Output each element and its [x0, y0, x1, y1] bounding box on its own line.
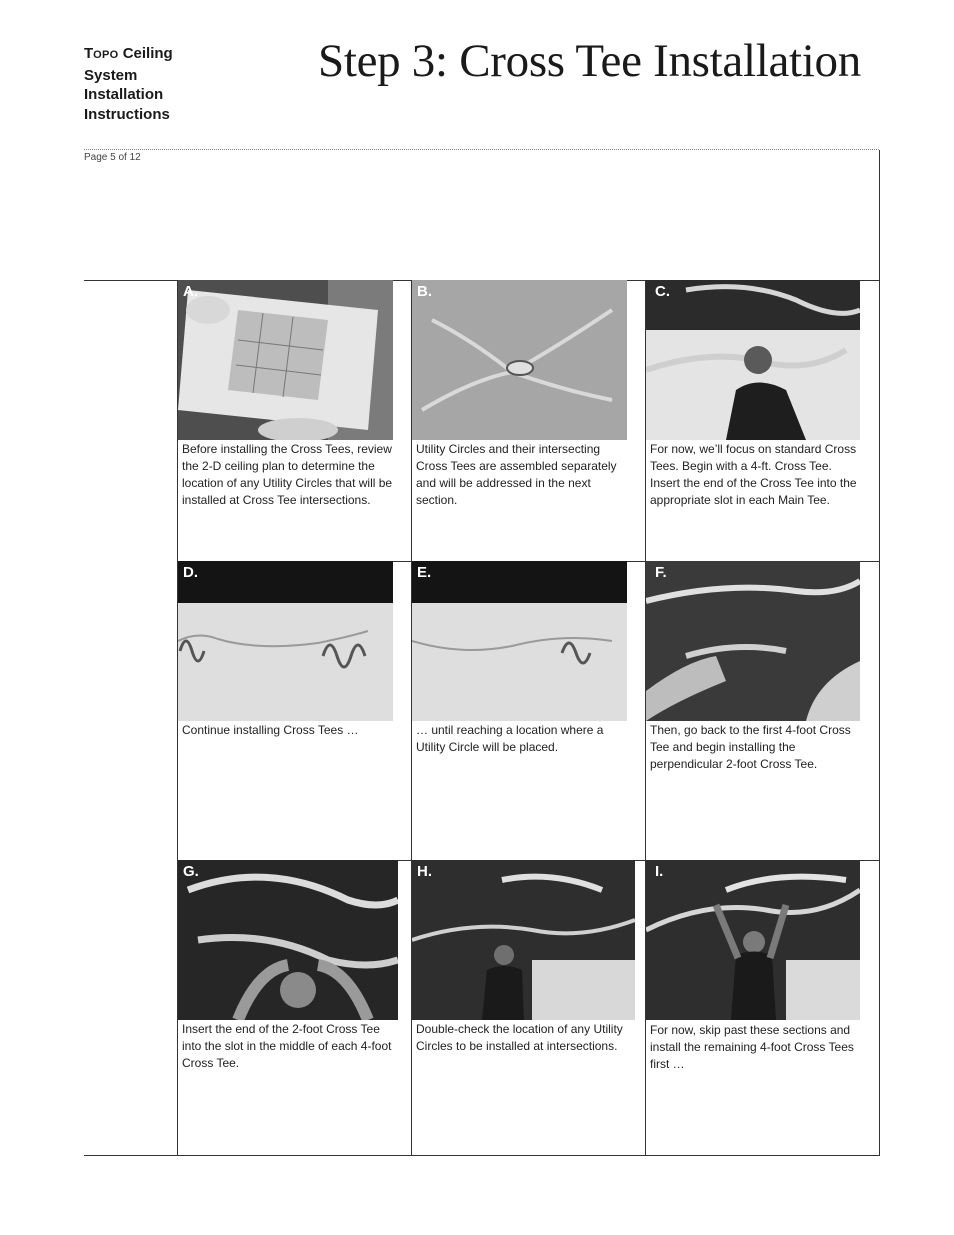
step-d-letter: D. — [183, 564, 198, 581]
step-g-photo — [178, 860, 398, 1020]
right-border — [879, 150, 880, 1156]
step-i-letter: I. — [655, 863, 664, 880]
brand-line-3: Installation — [84, 86, 164, 103]
step-c-photo — [646, 280, 860, 440]
header-divider — [84, 149, 879, 150]
brand-line-2: System — [84, 66, 138, 84]
step-a-caption: Before installing the Cross Tees, review the 2-D ceiling plan to determine the location of any Utility Circles that will be installed at Cross Tee intersections. — [182, 442, 393, 507]
step-b-photo — [412, 280, 627, 440]
step-h-caption: Double-check the location of any Utility Circles to be installed at intersections. — [416, 1022, 623, 1053]
step-b-caption: Utility Circles and their intersecting Cross Tees are assembled separately and will be addressed in the next section. — [416, 442, 617, 507]
step-i-caption: For now, skip past these sections and install the remaining 4-foot Cross Tees first … — [650, 1023, 854, 1071]
step-e-photo — [412, 561, 627, 721]
step-f-caption: Then, go back to the first 4-foot Cross Tee and begin installing the perpendicular 2-foot Cross Tee. — [650, 723, 851, 771]
step-a-letter: A. — [183, 283, 198, 300]
step-h-letter: H. — [417, 863, 432, 880]
brand-line-4: Instructions — [84, 105, 170, 123]
bottom-rule — [84, 1155, 879, 1156]
step-f-photo — [646, 561, 860, 721]
step-c-caption: For now, we’ll focus on standard Cross Tees. Begin with a 4-ft. Cross Tee. Insert the end of the Cross Tee into the appropriate slot in each Main Tee. — [650, 442, 857, 507]
step-d-photo — [178, 561, 393, 721]
step-c-letter: C. — [655, 283, 670, 300]
step-h-photo — [412, 860, 635, 1020]
step-a-photo — [178, 280, 393, 440]
brand-block — [84, 44, 234, 124]
step-g-caption: Insert the end of the 2-foot Cross Tee into the slot in the middle of each 4-foot Cross Tee. — [182, 1022, 392, 1070]
brand-line-1: TOPO Ceiling — [84, 45, 173, 62]
page-number: Page 5 of 12 — [84, 152, 141, 163]
page-title: Step 3: Cross Tee Installation — [318, 35, 861, 87]
step-f-letter: F. — [655, 564, 667, 581]
step-g-letter: G. — [183, 863, 199, 880]
step-b-letter: B. — [417, 283, 432, 300]
step-d-caption: Continue installing Cross Tees … — [182, 723, 359, 737]
step-i-photo — [646, 860, 860, 1020]
step-e-letter: E. — [417, 564, 432, 581]
step-e-caption: … until reaching a location where a Utility Circle will be placed. — [416, 723, 604, 754]
